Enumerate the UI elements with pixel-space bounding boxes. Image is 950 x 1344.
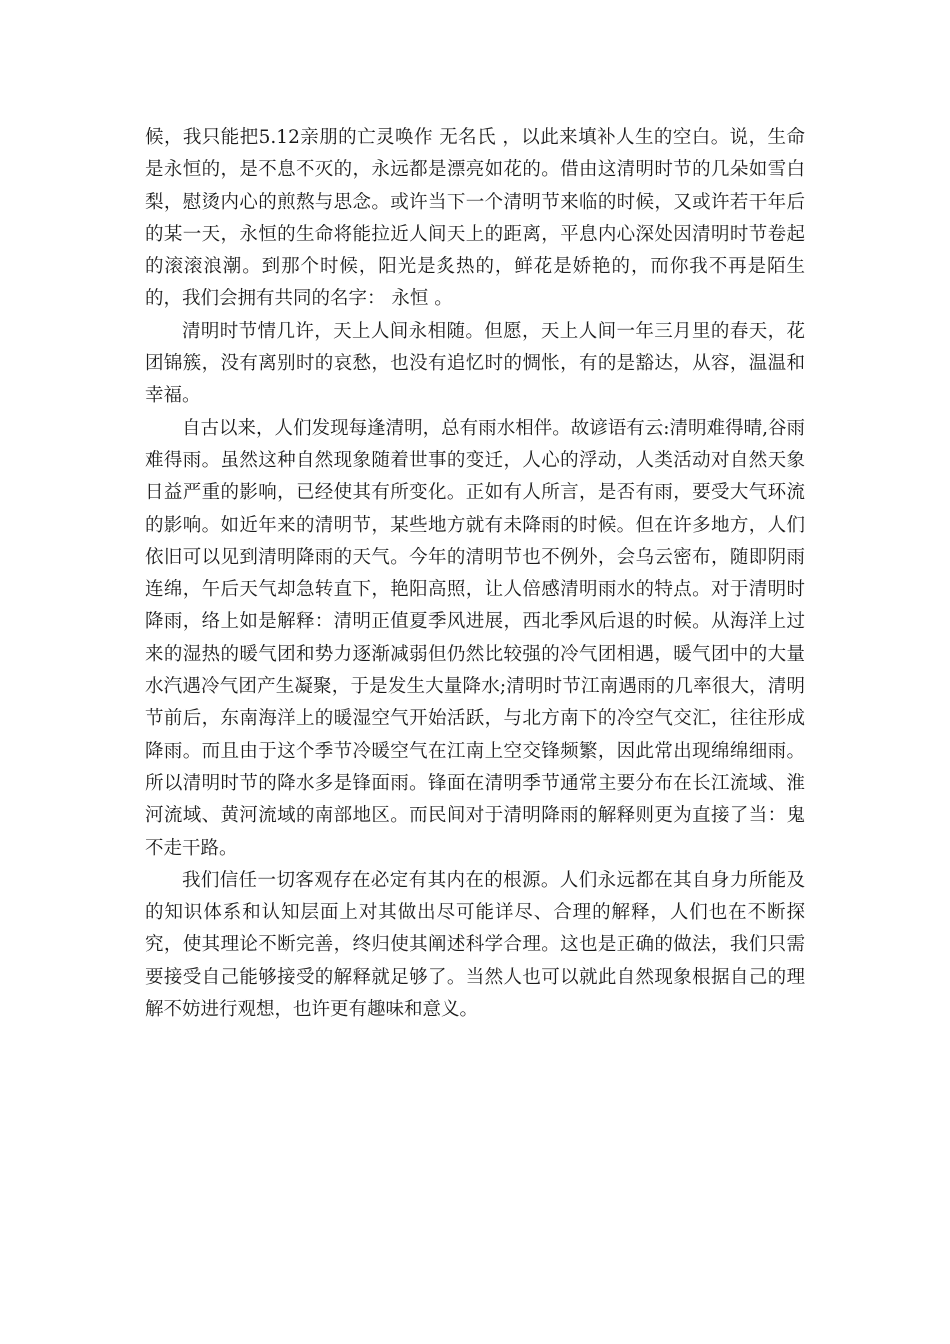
- document-body: [145, 122, 805, 1026]
- paragraph-2: 清明时节情几许，天上人间永相随。但愿，天上人间一年三月里的春天，花团锦簇，没有离别时的哀愁，也没有追忆时的惆怅，有的是豁达，从容，温温和幸福。: [145, 320, 805, 407]
- paragraph-1: 候，我只能把5.12亲朋的亡灵唤作 无名氏 ，以此来填补人生的空白。说，生命是永恒的，是不息不灭的，永远都是漂亮如花的。借由这清明时节的几朵如雪白梨，慰烫内心的煎熬与思念。或许当下一个清明节来临的时候，又或许若干年后的某一天，永恒的生命将能拉近人间天上的距离，平息内心深处因清明时节卷起的滚滚浪潮。到那个时候，阳光是炙热的，鲜花是娇艳的，而你我不再是陌生的，我们会拥有共同的名字： 永恒 。: [145, 127, 805, 310]
- paragraph-3: 自古以来，人们发现每逢清明，总有雨水相伴。故谚语有云:清明难得晴,谷雨难得雨。虽然这种自然现象随着世事的变迁，人心的浮动，人类活动对自然天象日益严重的影响，已经使其有所变化。正如有人所言，是否有雨，要受大气环流的影响。如近年来的清明节，某些地方就有未降雨的时候。但在许多地方，人们依旧可以见到清明降雨的天气。今年的清明节也不例外，会乌云密布，随即阴雨连绵，午后天气却急转直下，艳阳高照，让人倍感清明雨水的特点。对于清明时降雨，络上如是解释：清明正值夏季风进展，西北季风后退的时候。从海洋上过来的湿热的暖气团和势力逐渐减弱但仍然比较强的冷气团相遇，暖气团中的大量水汽遇冷气团产生凝聚，于是发生大量降水;清明时节江南遇雨的几率很大，清明节前后，东南海洋上的暖湿空气开始活跃，与北方南下的冷空气交汇，往往形成降雨。而且由于这个季节冷暖空气在江南上空交锋频繁，因此常出现绵绵细雨。所以清明时节的降水多是锋面雨。锋面在清明季节通常主要分布在长江流域、淮河流域、黄河流域的南部地区。而民间对于清明降雨的解释则更为直接了当：鬼不走干路。: [145, 417, 805, 859]
- paragraph-4: 我们信任一切客观存在必定有其内在的根源。人们永远都在其自身力所能及的知识体系和认知层面上对其做出尽可能详尽、合理的解释，人们也在不断探究，使其理论不断完善，终归使其阐述科学合理。这也是正确的做法，我们只需要接受自己能够接受的解释就足够了。当然人也可以就此自然现象根据自己的理解不妨进行观想，也许更有趣味和意义。: [145, 869, 805, 1021]
